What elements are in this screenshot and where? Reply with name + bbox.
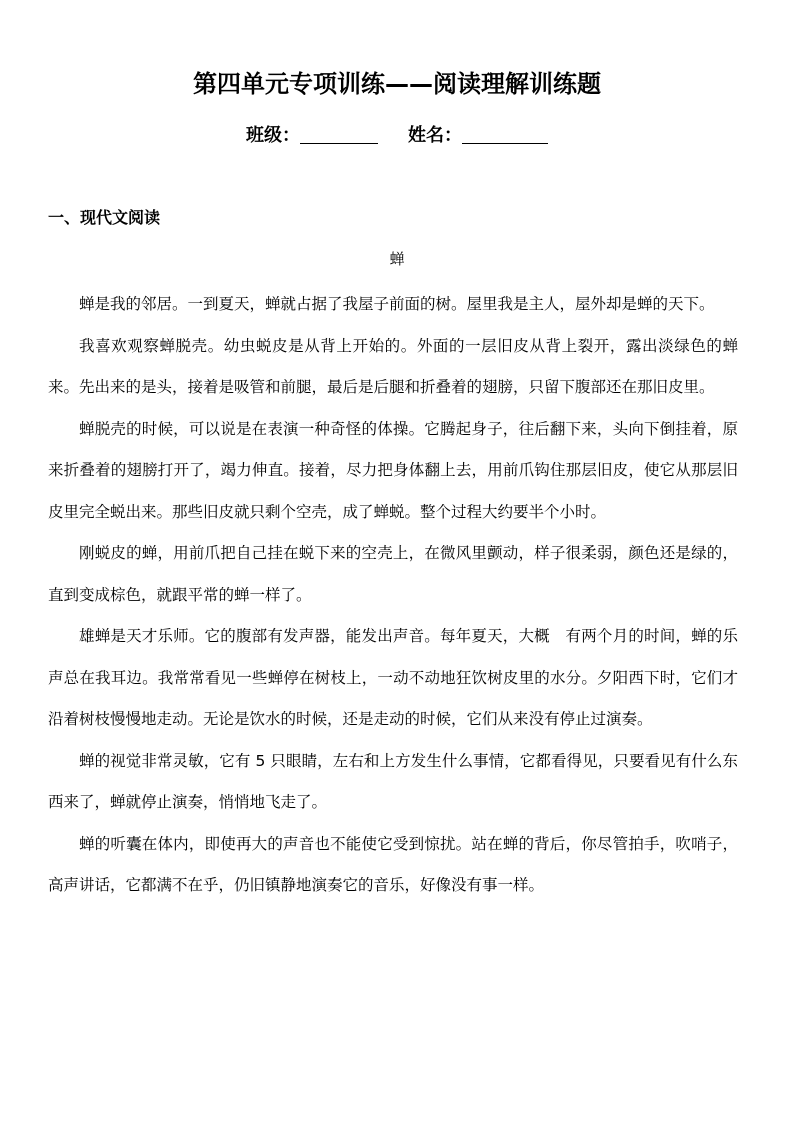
paragraph: 蝉的视觉非常灵敏，它有 5 只眼睛，左右和上方发生什么事情，它都看得见，只要看见有什么东西来了，蝉就停止演奏，悄悄地飞走了。: [48, 751, 738, 811]
paragraph: 我喜欢观察蝉脱壳。幼虫蜕皮是从背上开始的。外面的一层旧皮从背上裂开，露出淡绿色的蝉来。先出来的是头，接着是吸管和前腿，最后是后腿和折叠着的翅膀，只留下腹部还在那旧皮里。: [48, 336, 738, 396]
article-title: 蝉: [389, 250, 405, 268]
section-heading: 一、现代文阅读: [48, 208, 161, 227]
paragraph: 蝉脱壳的时候，可以说是在表演一种奇怪的体操。它腾起身子，往后翻下来，头向下倒挂着，原来折叠着的翅膀打开了，竭力伸直。接着，尽力把身体翻上去，用前爪钩住那层旧皮，使它从那层旧皮里完全蜕出来。那些旧皮就只剩个空壳，成了蝉蜕。整个过程大约要半个小时。: [48, 419, 738, 521]
paragraph: 蝉的听囊在体内，即使再大的声音也不能使它受到惊扰。站在蝉的背后，你尽管拍手，吹哨子，高声讲话，它都满不在乎，仍旧镇静地演奏它的音乐，好像没有事一样。: [48, 834, 738, 894]
paragraph: 刚蜕皮的蝉，用前爪把自己挂在蜕下来的空壳上，在微风里颤动，样子很柔弱，颜色还是绿的，直到变成棕色，就跟平常的蝉一样了。: [48, 544, 738, 604]
class-blank[interactable]: [300, 125, 378, 144]
student-info-line: [0, 121, 794, 147]
paragraph: 雄蝉是天才乐师。它的腹部有发声器，能发出声音。每年夏天，大概 有两个月的时间，蝉的乐声总在我耳边。我常常看见一些蝉停在树枝上，一动不动地狂饮树皮里的水分。夕阳西下时，它们才沿着树枝慢慢地走动。无论是饮水的时候，还是走动的时候，它们从来没有停止过演奏。: [48, 627, 738, 728]
paragraph: 蝉是我的邻居。一到夏天，蝉就占据了我屋子前面的树。屋里我是主人，屋外却是蝉的天下。: [79, 295, 715, 313]
name-label: 姓名：: [408, 125, 462, 146]
page-title: 第四单元专项训练——阅读理解训练题: [193, 70, 601, 98]
class-label: 班级：: [246, 125, 300, 146]
article-body: [48, 284, 738, 907]
name-blank[interactable]: [462, 125, 548, 144]
